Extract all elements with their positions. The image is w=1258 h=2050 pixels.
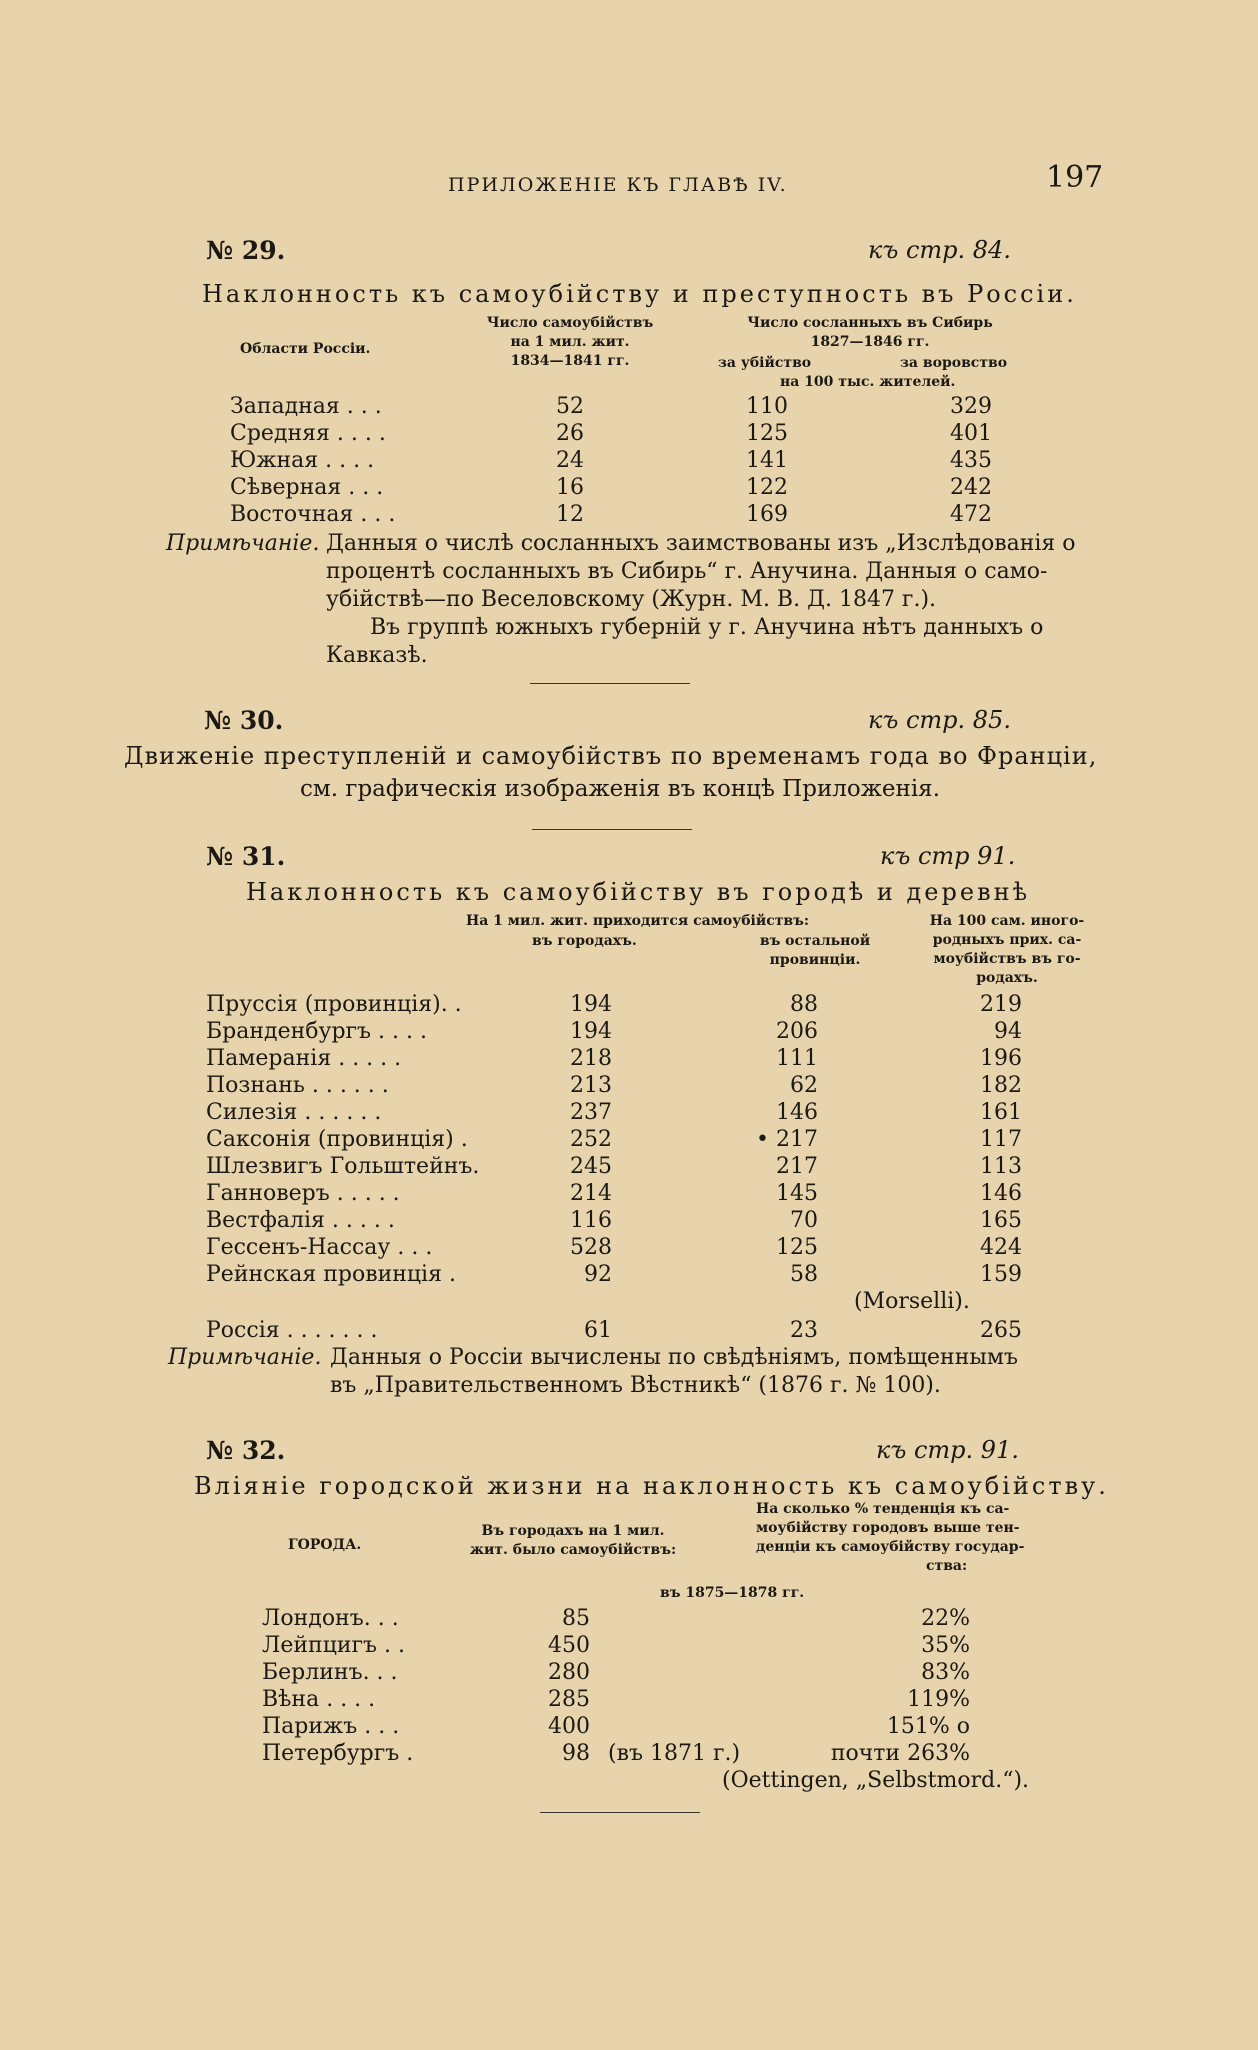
section-title: Движеніе преступленій и самоубійствъ по временамъ года во Франціи, — [124, 742, 1098, 770]
table-row: Бранденбургъ . . . . 194 206 94 — [206, 1019, 1022, 1044]
table-row: Петербургъ . 98 (въ 1871 г.) почти 263% — [262, 1741, 970, 1766]
note-text: Данныя о Россіи вычислены по свѣдѣніямъ, помѣщеннымъ въ „Правительственномъ Вѣстникѣ“ (1876 г. № 100). — [330, 1345, 1018, 1398]
note-label: Примѣчаніе. — [168, 1345, 322, 1370]
table-row: Сѣверная . . . 16 122 242 — [230, 475, 992, 500]
table-row: Ганноверъ . . . . . 214 145 146 — [206, 1181, 1022, 1206]
table-row: Гессенъ-Нассау . . . 528 125 424 — [206, 1235, 1022, 1260]
table-row: Западная . . . 52 110 329 — [230, 394, 992, 419]
running-title: ПРИЛОЖЕНІЕ КЪ ГЛАВѢ IV. — [448, 174, 788, 196]
section-number: № 31. — [206, 842, 286, 871]
section-title: Вліяніе городской жизни на наклонность къ самоубійству. — [194, 1472, 1109, 1500]
page-reference: къ стр. 84. — [868, 236, 1011, 264]
table-row: Познань . . . . . . 213 62 182 — [206, 1073, 1022, 1098]
table-row: Лондонъ. . . 85 22% — [262, 1606, 970, 1631]
table-row: Силезія . . . . . . 237 146 161 — [206, 1100, 1022, 1125]
page-reference: къ стр 91. — [880, 842, 1016, 870]
column-header-top: На 1 мил. жит. приходится самоубійствъ: — [466, 913, 810, 929]
page-reference: къ стр. 91. — [876, 1436, 1019, 1464]
note-text: Данныя о числѣ сосланныхъ заимствованы изъ „Изслѣдованія о процентѣ сосланныхъ въ Сибирь“ г. Анучина. Данныя о само- убійствѣ—по Веселовскому (Журн. М. В. Д. 1847 г.). Въ группѣ южныхъ губерній у г. Анучина нѣтъ данныхъ о Кавказѣ. — [326, 531, 1076, 668]
column-header-murder: за убійство — [718, 355, 812, 371]
table-row: Средняя . . . . 26 125 401 — [230, 421, 992, 446]
section-subtitle: см. графическія изображенія въ концѣ Приложенія. — [300, 776, 941, 802]
table-row: Пруссія (провинція). . 194 88 219 — [206, 992, 1022, 1017]
column-header-suicides: Въ городахъ на 1 мил. жит. было самоубійствъ: — [469, 1523, 677, 1558]
divider — [540, 1812, 700, 1813]
section-number: № 29. — [206, 236, 286, 265]
column-header-how-much: На сколько % тенденція къ са- моубійству городовъ выше тен- денціи къ самоубійству государ- ства: — [756, 1501, 1025, 1574]
page-reference: къ стр. 85. — [868, 706, 1011, 734]
table-row: Берлинъ. . . 280 83% — [262, 1660, 970, 1685]
section-number: № 32. — [206, 1436, 286, 1465]
source-citation: (Morselli). — [854, 1289, 970, 1314]
table-row-russia: Россія . . . . . . . 61 23 265 — [206, 1318, 1022, 1343]
period-label: въ 1875—1878 гг. — [660, 1585, 805, 1601]
table-row: Вѣна . . . . 285 119% — [262, 1687, 970, 1712]
table-row: Восточная . . . 12 169 472 — [230, 502, 992, 527]
table-row: Рейнская провинція . 92 58 159 — [206, 1262, 1022, 1287]
table-row: Памеранія . . . . . 218 111 196 — [206, 1046, 1022, 1071]
table-row: Парижъ . . . 400 151% о — [262, 1714, 970, 1739]
column-header-exiled: Число сосланныхъ въ Сибирь 1827—1846 гг. — [747, 315, 993, 350]
section-number: № 30. — [204, 706, 284, 735]
divider — [532, 829, 692, 830]
column-header-rest: въ остальной провинціи. — [759, 933, 871, 968]
table-row: Вестфалія . . . . . 116 70 165 — [206, 1208, 1022, 1233]
column-header-region: Области Россіи. — [240, 341, 371, 357]
source-citation: (Oettingen, „Selbstmord.“). — [722, 1768, 1030, 1793]
table-row: Саксонія (провинція) . 252 • 217 117 — [206, 1127, 1022, 1152]
table-row: Лейпцигъ . . 450 35% — [262, 1633, 970, 1658]
section-title: Наклонность къ самоубійству и преступность въ Россіи. — [202, 280, 1077, 308]
column-header-cities: въ городахъ. — [532, 933, 637, 949]
column-header-city: ГОРОДА. — [288, 1537, 362, 1553]
divider — [530, 683, 690, 684]
section-title: Наклонность къ самоубійству въ городѣ и деревнѣ — [246, 878, 1031, 906]
note-label: Примѣчаніе. — [166, 531, 320, 556]
column-header-foreign: На 100 сам. иного- родныхъ прих. са- моубійствъ въ го- родахъ. — [929, 913, 1085, 986]
table-row: Южная . . . . 24 141 435 — [230, 448, 992, 473]
column-header-suicides: Число самоубійствъ на 1 мил. жит. 1834—1841 гг. — [486, 315, 654, 369]
page-number: 197 — [1046, 160, 1104, 195]
column-header-per: на 100 тыс. жителей. — [780, 374, 956, 390]
column-header-theft: за воровство — [900, 355, 1008, 371]
table-row: Шлезвигъ Гольштейнъ. 245 217 113 — [206, 1154, 1022, 1179]
